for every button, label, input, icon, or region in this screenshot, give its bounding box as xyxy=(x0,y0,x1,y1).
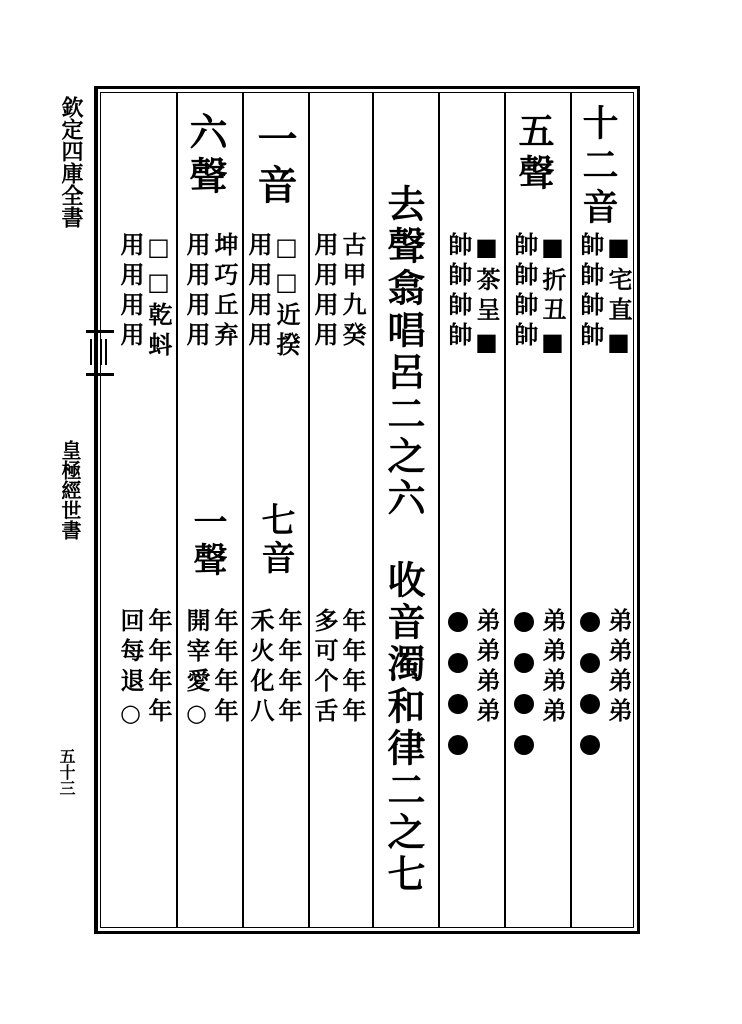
dot-mark xyxy=(514,694,534,714)
rhyme-title-lower: 收音濁和律二之七 xyxy=(381,560,426,896)
col7-bottom-text-a: 年年年年 xyxy=(210,608,239,728)
col8-bottom-text-b: 回每退○ xyxy=(116,608,145,733)
col7-mid-heading: 一聲 xyxy=(187,504,227,580)
col6-heading: 一音 xyxy=(251,118,298,210)
col7-top-text-a: 坤巧丘弃 xyxy=(210,232,239,352)
column-divider xyxy=(372,92,374,928)
col1-dots xyxy=(580,612,600,776)
col8-bottom-text-a: 年年年年 xyxy=(144,608,173,728)
col1-top-text: ■宅直■ xyxy=(604,232,633,362)
column-divider xyxy=(438,92,440,928)
col6-top-text-a: □□近揆 xyxy=(272,232,301,362)
col2-sub-text: 帥帥帥帥 xyxy=(510,232,539,352)
col6-bottom-text-a: 年年年年 xyxy=(274,608,303,728)
col3-top-text: ■茶呈■ xyxy=(472,232,501,362)
rhyme-title-upper: 去聲翕唱呂二之六 xyxy=(381,184,426,520)
col1-heading: 十二音 xyxy=(577,104,619,230)
inner-frame xyxy=(100,92,634,928)
col5-top-text-b: 用用用用 xyxy=(310,232,339,352)
dot-mark xyxy=(580,694,600,714)
column-divider xyxy=(176,92,178,928)
dot-mark xyxy=(514,612,534,632)
col6-top-text-b: 用用用用 xyxy=(244,232,273,352)
section-title: 皇極經世書 xyxy=(58,440,82,540)
col7-heading: 六聲 xyxy=(183,112,228,200)
col3-dots xyxy=(448,612,468,776)
col5-top-text-a: 古甲九癸 xyxy=(338,232,367,352)
dot-mark xyxy=(448,694,468,714)
col1-sub-text: 帥帥帥帥 xyxy=(576,232,605,352)
dot-mark xyxy=(448,653,468,673)
col3-sub-text: 帥帥帥帥 xyxy=(444,232,473,352)
dot-mark xyxy=(580,612,600,632)
col2-heading: 五聲 xyxy=(513,112,555,196)
dot-mark xyxy=(580,653,600,673)
col2-dots xyxy=(514,612,534,776)
column-divider xyxy=(570,92,572,928)
col2-bottom-text: 弟弟弟弟 xyxy=(538,608,567,728)
col6-bottom-text-b: 禾火化八 xyxy=(246,608,275,728)
col5-bottom-text-a: 年年年年 xyxy=(338,608,367,728)
col8-top-text-a: □□乾蚪 xyxy=(144,232,173,362)
column-divider xyxy=(504,92,506,928)
column-divider xyxy=(242,92,244,928)
col6-mid-heading: 七音 xyxy=(255,502,295,578)
dot-mark xyxy=(514,735,534,755)
col3-bottom-text: 弟弟弟弟 xyxy=(472,608,501,728)
book-title: 欽定四庫全書 xyxy=(58,96,84,228)
dot-mark xyxy=(580,735,600,755)
col7-bottom-text-b: 開宰愛○ xyxy=(182,608,211,733)
col2-top-text: ■折丑■ xyxy=(538,232,567,362)
column-divider xyxy=(308,92,310,928)
col7-top-text-b: 用用用用 xyxy=(182,232,211,352)
col8-top-text-b: 用用用用 xyxy=(116,232,145,352)
dot-mark xyxy=(514,653,534,673)
dot-mark xyxy=(448,735,468,755)
col1-bottom-text: 弟弟弟弟 xyxy=(604,608,633,728)
dot-mark xyxy=(448,612,468,632)
page-number: 五十三 xyxy=(57,748,76,796)
col5-bottom-text-b: 多可个舌 xyxy=(310,608,339,728)
